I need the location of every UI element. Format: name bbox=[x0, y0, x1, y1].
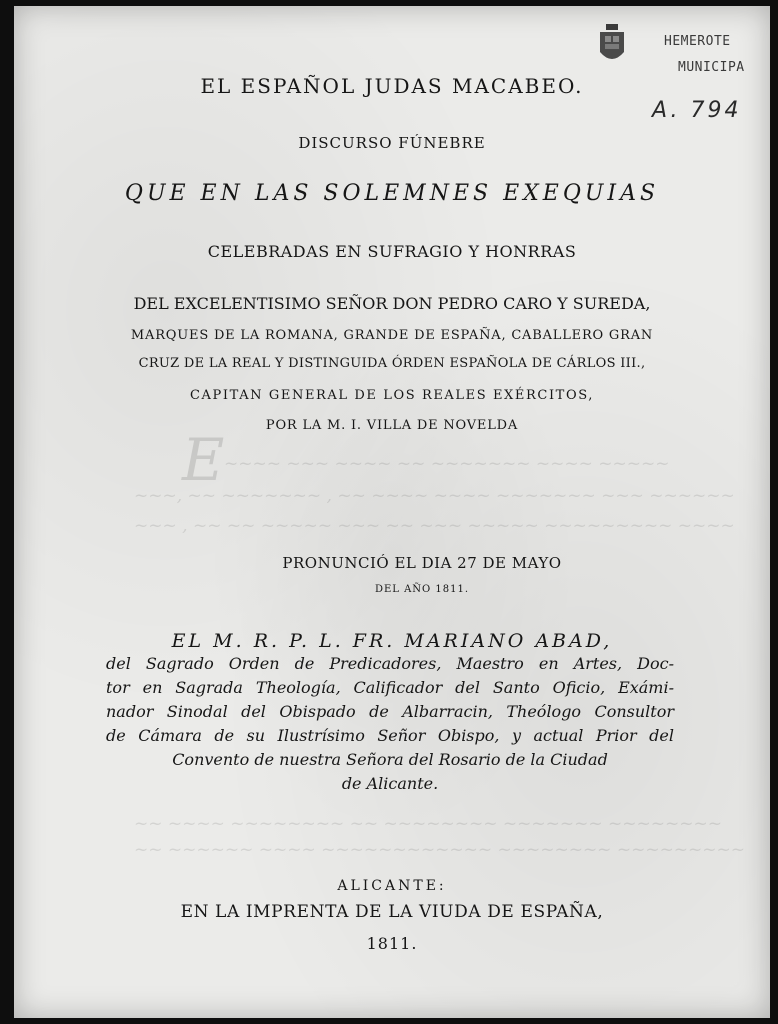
author-credential-line: de Alicante. bbox=[341, 774, 439, 793]
honoree-line-4: CAPITAN GENERAL DE LOS REALES EXÉRCITOS, bbox=[190, 388, 594, 403]
author-credential-line: tor en Sagrada Theología, Calificador del Santo Oficio, Exámi- bbox=[106, 678, 674, 697]
handwritten-shelfmark: A. 794 bbox=[652, 98, 742, 123]
author-credential-line: del Sagrado Orden de Predicadores, Maestro en Artes, Doc- bbox=[106, 654, 674, 673]
bleed-through-decoration: ~~~~ ~~~ ~~~~ ~~ ~~~~~~~ ~~~~ ~~~~~ bbox=[224, 454, 670, 474]
honoree-line-1: DEL EXCELENTISIMO SEÑOR DON PEDRO CARO Y SUREDA, bbox=[133, 294, 651, 313]
author-credential-line: Convento de nuestra Señora del Rosario de la Ciudad bbox=[172, 750, 608, 769]
celebradas-line: CELEBRADAS EN SUFRAGIO Y HONRRAS bbox=[207, 242, 577, 261]
ghost-initial-decoration: E bbox=[182, 426, 225, 494]
author-credential-line: de Cámara de su Ilustrísimo Señor Obispo, y actual Prior del bbox=[106, 726, 674, 745]
title-page bbox=[14, 6, 770, 1018]
honoree-line-5: POR LA M. I. VILLA DE NOVELDA bbox=[265, 418, 519, 433]
author-credential-line: nador Sinodal del Obispado de Albarracin, Theólogo Consultor bbox=[106, 702, 674, 721]
bleed-through-decoration: ~~ ~~~~~~ ~~~~ ~~~~~~~~~~~~ ~~~~~~~~ ~~~~~~~~~ bbox=[134, 840, 746, 860]
exequias-line: QUE EN LAS SOLEMNES EXEQUIAS bbox=[124, 181, 660, 206]
library-stamp-line-2: MUNICIPA bbox=[678, 60, 745, 75]
crest-stamp-icon bbox=[596, 22, 628, 70]
imprint-year: 1811. bbox=[366, 934, 418, 953]
honoree-line-3: CRUZ DE LA REAL Y DISTINGUIDA ÓRDEN ESPAÑOLA DE CÁRLOS III., bbox=[138, 356, 646, 371]
pronuncio-line: PRONUNCIÓ EL DIA 27 DE MAYO bbox=[282, 554, 562, 572]
honoree-line-2: MARQUES DE LA ROMANA, GRANDE DE ESPAÑA, CABALLERO GRAN bbox=[130, 328, 654, 343]
bleed-through-decoration: ~~~, ~~ ~~~~~~~ , ~~ ~~~~ ~~~~ ~~~~~~~ ~~~ ~~~~~~ bbox=[134, 486, 735, 506]
imprint-printer: EN LA IMPRENTA DE LA VIUDA DE ESPAÑA, bbox=[180, 902, 604, 922]
book-subtitle: DISCURSO FÚNEBRE bbox=[298, 134, 486, 152]
book-title: EL ESPAÑOL JUDAS MACABEO. bbox=[200, 74, 584, 98]
library-stamp-line-1: HEMEROTE bbox=[664, 34, 731, 49]
bleed-through-decoration: ~~~ , ~~ ~~ ~~~~~ ~~~ ~~ ~~~ ~~~~~ ~~~~~~~~~ ~~~~ bbox=[134, 516, 735, 536]
imprint-place: ALICANTE: bbox=[337, 878, 447, 894]
author-name: EL M. R. P. L. FR. MARIANO ABAD, bbox=[171, 630, 613, 652]
year-of-sermon: DEL AÑO 1811. bbox=[374, 584, 470, 595]
bleed-through-decoration: ~~ ~~~~ ~~~~~~~~ ~~ ~~~~~~~~ ~~~~~~~ ~~~~~~~~ bbox=[134, 814, 722, 834]
